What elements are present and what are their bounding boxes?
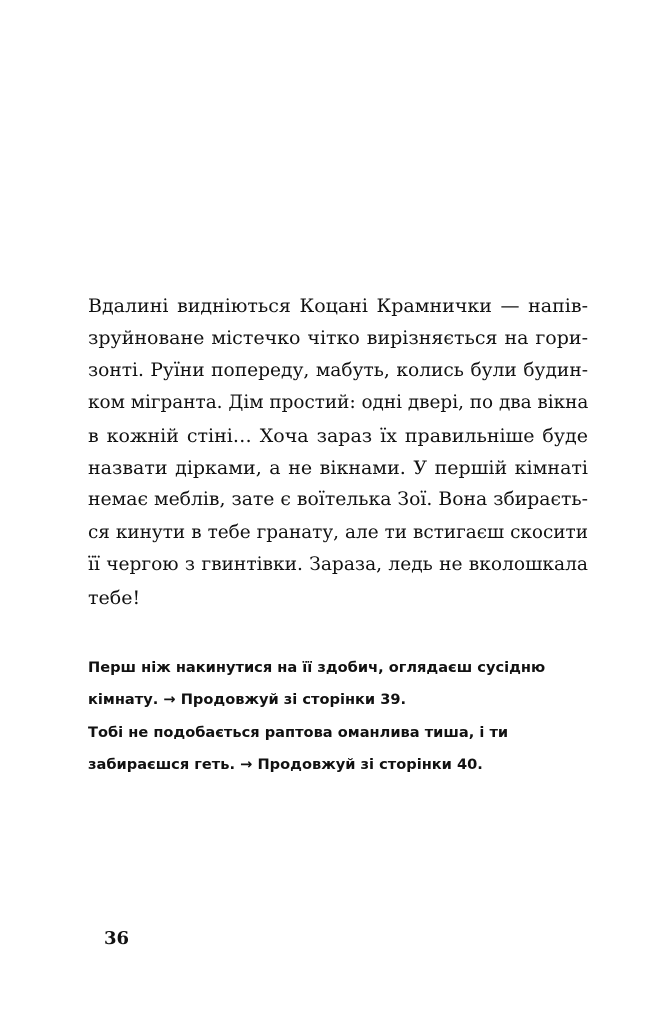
paragraph-line: ся кинути в тебе гранату, але ти встигаєш скосити — [88, 521, 588, 543]
goto-page-link[interactable]: Продовжуй зі сторінки 39. — [180, 691, 407, 709]
choice-text-end — [88, 749, 588, 781]
page-number: 36 — [104, 928, 130, 949]
paragraph-line: тебе! — [88, 586, 141, 609]
paragraph-line: ком мігранта. Дім простий: одні двері, по два вікна — [88, 392, 589, 414]
choice-text: Тобі не подобається раптова оманлива тиша, і ти — [88, 723, 509, 741]
paragraph-line: її чергою з гвинтівки. Зараза, ледь не вколошкала — [88, 554, 588, 576]
choice-text: забираєшся геть. — [88, 756, 236, 774]
choice-list — [88, 652, 588, 782]
paragraph-line: Вдалині видніються Коцані Крамнички — напів- — [88, 295, 588, 317]
goto-page-link[interactable]: Продовжуй зі сторінки 40. — [257, 756, 483, 774]
choice-text: Перш ніж накинутися на її здобич, оглядаєш сусідню — [88, 659, 546, 676]
paragraph-line: в кожній стіні… Хоча зараз їх правильніше буде — [88, 424, 588, 447]
story-paragraph — [88, 290, 588, 614]
arrow-right-icon: → — [163, 691, 176, 709]
choice-option-2[interactable] — [88, 717, 588, 782]
paragraph-line: немає меблів, зате є воїтелька Зої. Вона збираєть- — [88, 489, 588, 511]
choice-text: кімнату. — [88, 691, 159, 709]
paragraph-line: назвати дірками, а не вікнами. У першій кімнаті — [88, 457, 588, 480]
arrow-right-icon: → — [240, 756, 253, 774]
choice-text-end — [88, 684, 588, 716]
paragraph-line: зруйноване містечко чітко вирізняється на гори- — [88, 327, 588, 350]
paragraph-line: зонті. Руїни попереду, мабуть, колись були будин- — [88, 359, 588, 381]
choice-option-1[interactable] — [88, 652, 588, 717]
